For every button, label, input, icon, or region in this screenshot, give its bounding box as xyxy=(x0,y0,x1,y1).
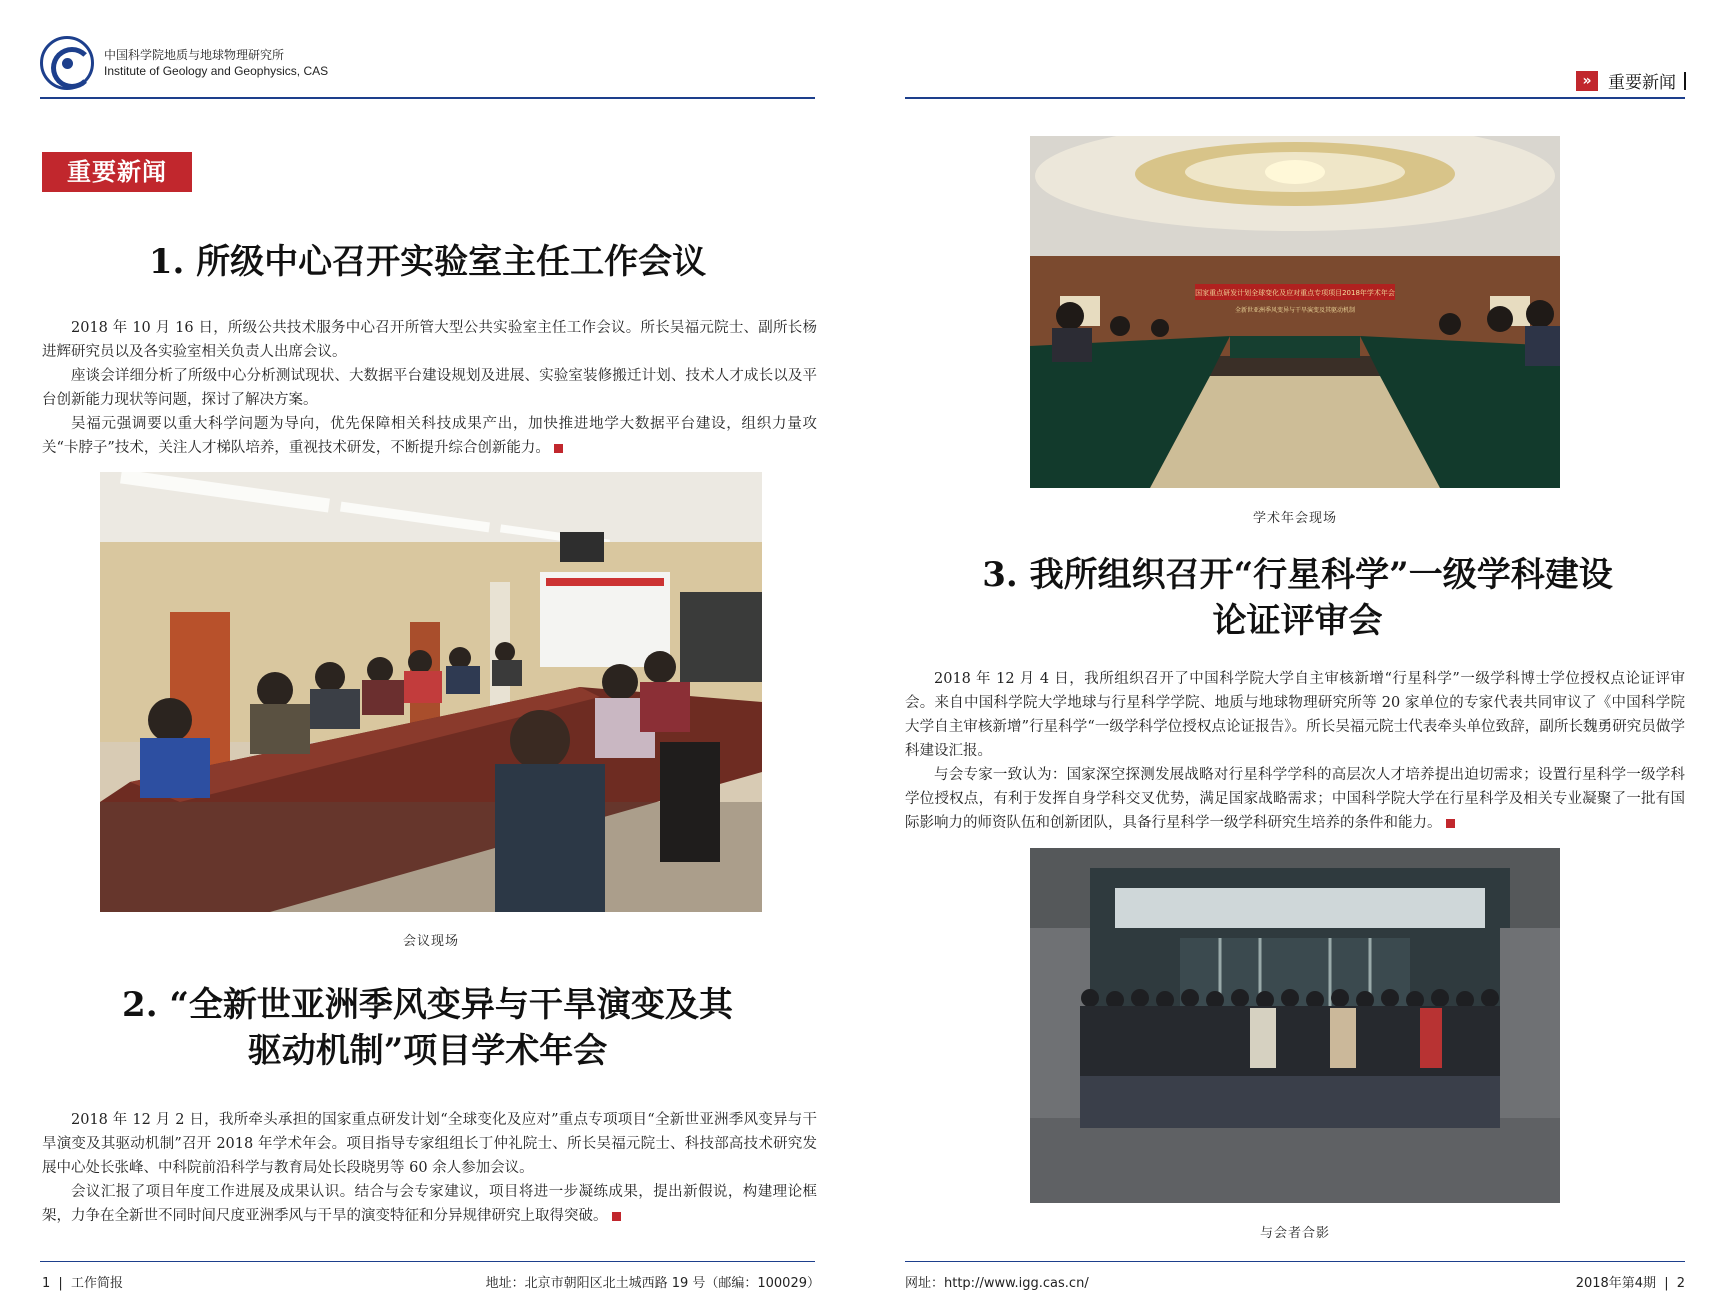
institute-name-en: Institute of Geology and Geophysics, CAS xyxy=(104,64,329,78)
article-3-paragraph: 2018 年 12 月 4 日，我所组织召开了中国科学院大学自主审核新增“行星科学”一级学科博士学位授权点论证评审会。来自中国科学院大学地球与行星科学学院、地质与地球物理研究所等 20 家单位的专家代表共同审议了《中国科学院大学自主审核新增”行星科学“一级学科学位授权点论证报告》。所长吴福元院士代表牵头单位致辞，副所长魏勇研究员做学科建设汇报。 xyxy=(905,671,1685,759)
article-1-paragraph: 吴福元强调要以重大科学问题为导向，优先保障相关科技成果产出，加快推进地学大数据平台建设，组织力量攻关“卡脖子”技术，关注人才梯队培养，重视技术研发，不断提升综合创新能力。 xyxy=(42,416,817,456)
meeting-room-photo xyxy=(100,472,762,912)
article-1-paragraph: 2018 年 10 月 16 日，所级公共技术服务中心召开所管大型公共实验室主任工作会议。所长吴福元院士、副所长杨进辉研究员以及各实验室相关负责人出席会议。 xyxy=(42,320,817,360)
article-3-body xyxy=(905,667,1685,835)
section-header-right xyxy=(1576,68,1686,93)
section-tag: 重要新闻 xyxy=(42,152,192,192)
section-header-label: 重要新闻 xyxy=(1608,73,1676,93)
footer-rule xyxy=(40,1261,815,1262)
issue-label: 2018年第4期 xyxy=(1575,1276,1657,1291)
right-page xyxy=(855,0,1710,1306)
end-mark-icon xyxy=(612,1212,621,1221)
article-2-title-line1: 2. “全新世亚洲季风变异与干旱演变及其 xyxy=(122,985,733,1025)
institute-logo xyxy=(40,36,94,90)
right-page-number: 2 xyxy=(1676,1276,1685,1291)
article-2-paragraph: 2018 年 12 月 2 日，我所牵头承担的国家重点研发计划“全球变化及应对”重点专项项目“全新世亚洲季风变异与干旱演变及其驱动机制”召开 2018 年学术年会。项目指导专家组组长丁仲礼院士、所长吴福元院士、科技部高技术研究发展中心处长张峰、中科院前沿科学与教育局处长段晓男等 60 余人参加会议。 xyxy=(42,1112,817,1176)
photo-3-caption: 与会者合影 xyxy=(1259,1226,1330,1241)
article-3-title-line1: 3. 我所组织召开“行星科学”一级学科建设 xyxy=(982,555,1613,595)
end-mark-icon xyxy=(554,444,563,453)
header-rule xyxy=(40,97,815,99)
left-page-number: 1 xyxy=(42,1276,51,1291)
group-photo xyxy=(1030,848,1560,1203)
article-2-title-line2: 驱动机制”项目学术年会 xyxy=(247,1031,608,1071)
article-1-body xyxy=(42,316,817,460)
photo-1-caption: 会议现场 xyxy=(402,934,459,949)
article-2-body xyxy=(42,1108,817,1228)
left-footer-address: 地址：北京市朝阳区北土城西路 19 号（邮编：100029） xyxy=(485,1276,820,1291)
header-rule xyxy=(905,97,1685,99)
article-1-paragraph: 座谈会详细分析了所级中心分析测试现状、大数据平台建设规划及进展、实验室装修搬迁计划、技术人才成长以及平台创新能力现状等问题，探讨了解决方案。 xyxy=(42,368,817,408)
article-3-title xyxy=(905,552,1690,644)
banner-text-2: 全新世亚洲季风变异与干旱演变及其驱动机制 xyxy=(1234,307,1356,314)
left-footer-label: 工作简报 xyxy=(70,1276,123,1291)
institute-name-cn: 中国科学院地质与地球物理研究所 xyxy=(104,48,285,62)
banner-text-1: 国家重点研发计划全球变化及应对重点专项项目2018年学术年会 xyxy=(1195,289,1395,297)
right-footer-url[interactable]: 网址：http://www.igg.cas.cn/ xyxy=(905,1276,1089,1291)
left-footer-title: 1 | 工作简报 xyxy=(42,1276,123,1291)
article-2-title xyxy=(40,982,815,1074)
institute-header xyxy=(40,36,328,90)
end-mark-icon xyxy=(1446,819,1455,828)
double-chevron-icon: » xyxy=(1576,71,1598,91)
article-3-paragraph: 与会专家一致认为：国家深空探测发展战略对行星科学学科的高层次人才培养提出迫切需求；设置行星科学一级学科学位授权点，有利于发挥自身学科交叉优势，满足国家战略需求；中国科学院大学在行星科学及相关专业凝聚了一批有国际影响力的师资队伍和创新团队，具备行星科学一级学科研究生培养的条件和能力。 xyxy=(905,767,1685,831)
right-footer-issue: 2018年第4期 | 2 xyxy=(1575,1276,1685,1291)
footer-rule xyxy=(905,1261,1685,1262)
article-3-title-line2: 论证评审会 xyxy=(1212,601,1383,641)
conference-hall-photo xyxy=(1030,136,1560,488)
divider xyxy=(1684,72,1686,90)
photo-2-caption: 学术年会现场 xyxy=(1252,511,1337,526)
article-2-paragraph: 会议汇报了项目年度工作进展及成果认识。结合与会专家建议，项目将进一步凝练成果，提出新假说，构建理论框架，力争在全新世不同时间尺度亚洲季风与干旱的演变特征和分异规律研究上取得突破。 xyxy=(42,1184,817,1224)
article-1-title: 1. 所级中心召开实验室主任工作会议 xyxy=(148,242,707,282)
